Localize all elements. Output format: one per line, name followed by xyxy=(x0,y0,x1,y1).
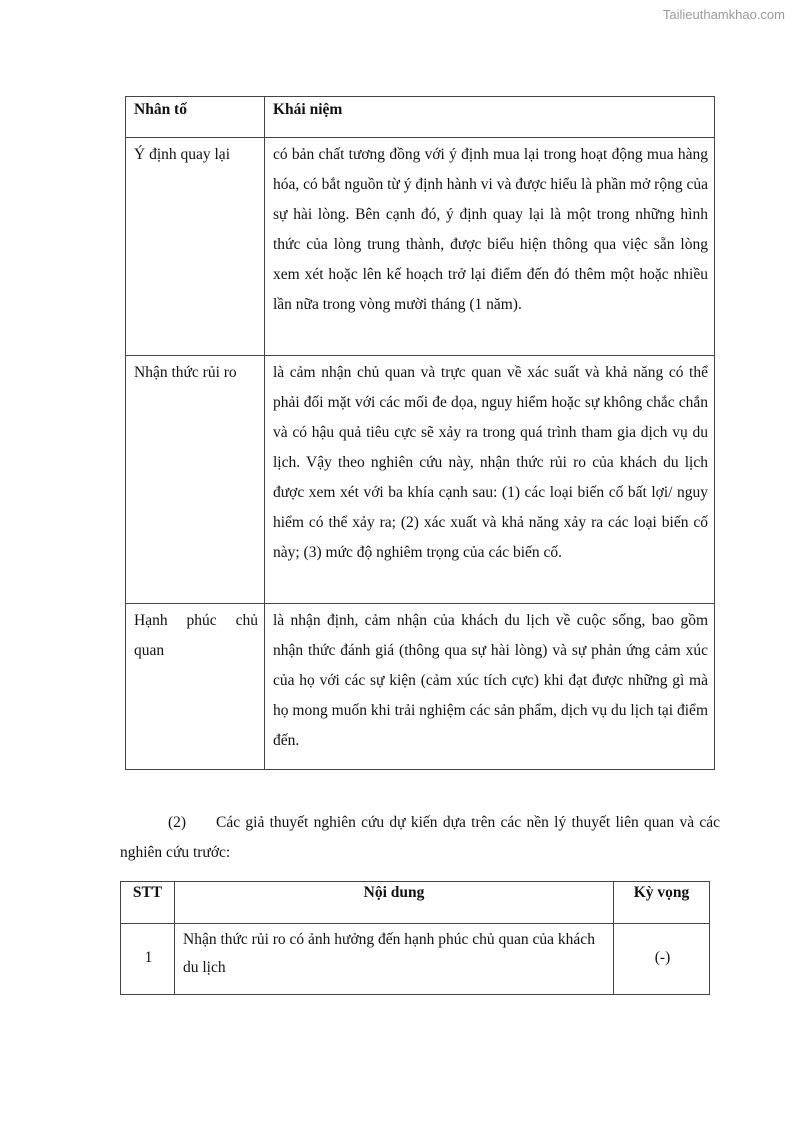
header-definition: Khái niệm xyxy=(265,97,715,138)
table-header-row xyxy=(126,97,715,138)
paragraph-number: (2) xyxy=(168,814,187,831)
header-expectation: Kỳ vọng xyxy=(614,882,710,924)
hypothesis-paragraph xyxy=(120,808,720,868)
expectation-cell: (-) xyxy=(614,924,710,995)
header-stt: STT xyxy=(121,882,175,924)
definition-cell: có bản chất tương đồng với ý định mua lại trong hoạt động mua hàng hóa, có bắt nguồn từ ý định hành vi và được hiểu là phần mở rộng của sự hài lòng. Bên cạnh đó, ý định quay lại là một trong những hình thức của lòng trung thành, được biểu hiện thông qua việc sẵn lòng xem xét hoặc lên kế hoạch trở lại điểm đến đó thêm một hoặc nhiều lần nữa trong vòng mười tháng (1 năm). xyxy=(265,138,715,356)
factor-cell: Ý định quay lại xyxy=(126,138,265,356)
definition-cell: là cảm nhận chủ quan và trực quan về xác suất và khả năng có thể phải đối mặt với các mối đe dọa, nguy hiểm hoặc sự không chắc chắn và có hậu quả tiêu cực sẽ xảy ra trong quá trình tham gia dịch vụ du lịch. Vậy theo nghiên cứu này, nhận thức rủi ro của khách du lịch được xem xét với ba khía cạnh sau: (1) các loại biến cố bất lợi/ nguy hiểm có thể xảy ra; (2) xác xuất và khả năng xảy ra các loại biến cố này; (3) mức độ nghiêm trọng của các biến cố. xyxy=(265,356,715,604)
content-cell: Nhận thức rủi ro có ảnh hưởng đến hạnh phúc chủ quan của khách du lịch xyxy=(175,924,614,995)
stt-cell: 1 xyxy=(121,924,175,995)
hypothesis-table xyxy=(120,881,710,995)
definition-cell: là nhận định, cảm nhận của khách du lịch về cuộc sống, bao gồm nhận thức đánh giá (thông qua sự hài lòng) và sự phản ứng cảm xúc của họ với các sự kiện (cảm xúc tích cực) khi đạt được những gì mà họ mong muốn khi trải nghiệm các sản phẩm, dịch vụ du lịch tại điểm đến. xyxy=(265,604,715,770)
header-content: Nội dung xyxy=(175,882,614,924)
factor-definition-table xyxy=(125,96,715,770)
factor-cell: Nhận thức rủi ro xyxy=(126,356,265,604)
table-row xyxy=(126,138,715,356)
header-factor: Nhân tố xyxy=(126,97,265,138)
table-row xyxy=(126,356,715,604)
table-row xyxy=(126,604,715,770)
paragraph-text: Các giả thuyết nghiên cứu dự kiến dựa trên các nền lý thuyết liên quan và các nghiên cứu trước: xyxy=(120,814,720,861)
factor-cell: Hạnh phúc chủ quan xyxy=(126,604,265,770)
watermark: Tailieuthamkhao.com xyxy=(662,7,785,22)
table-header-row xyxy=(121,882,710,924)
table-row xyxy=(121,924,710,995)
